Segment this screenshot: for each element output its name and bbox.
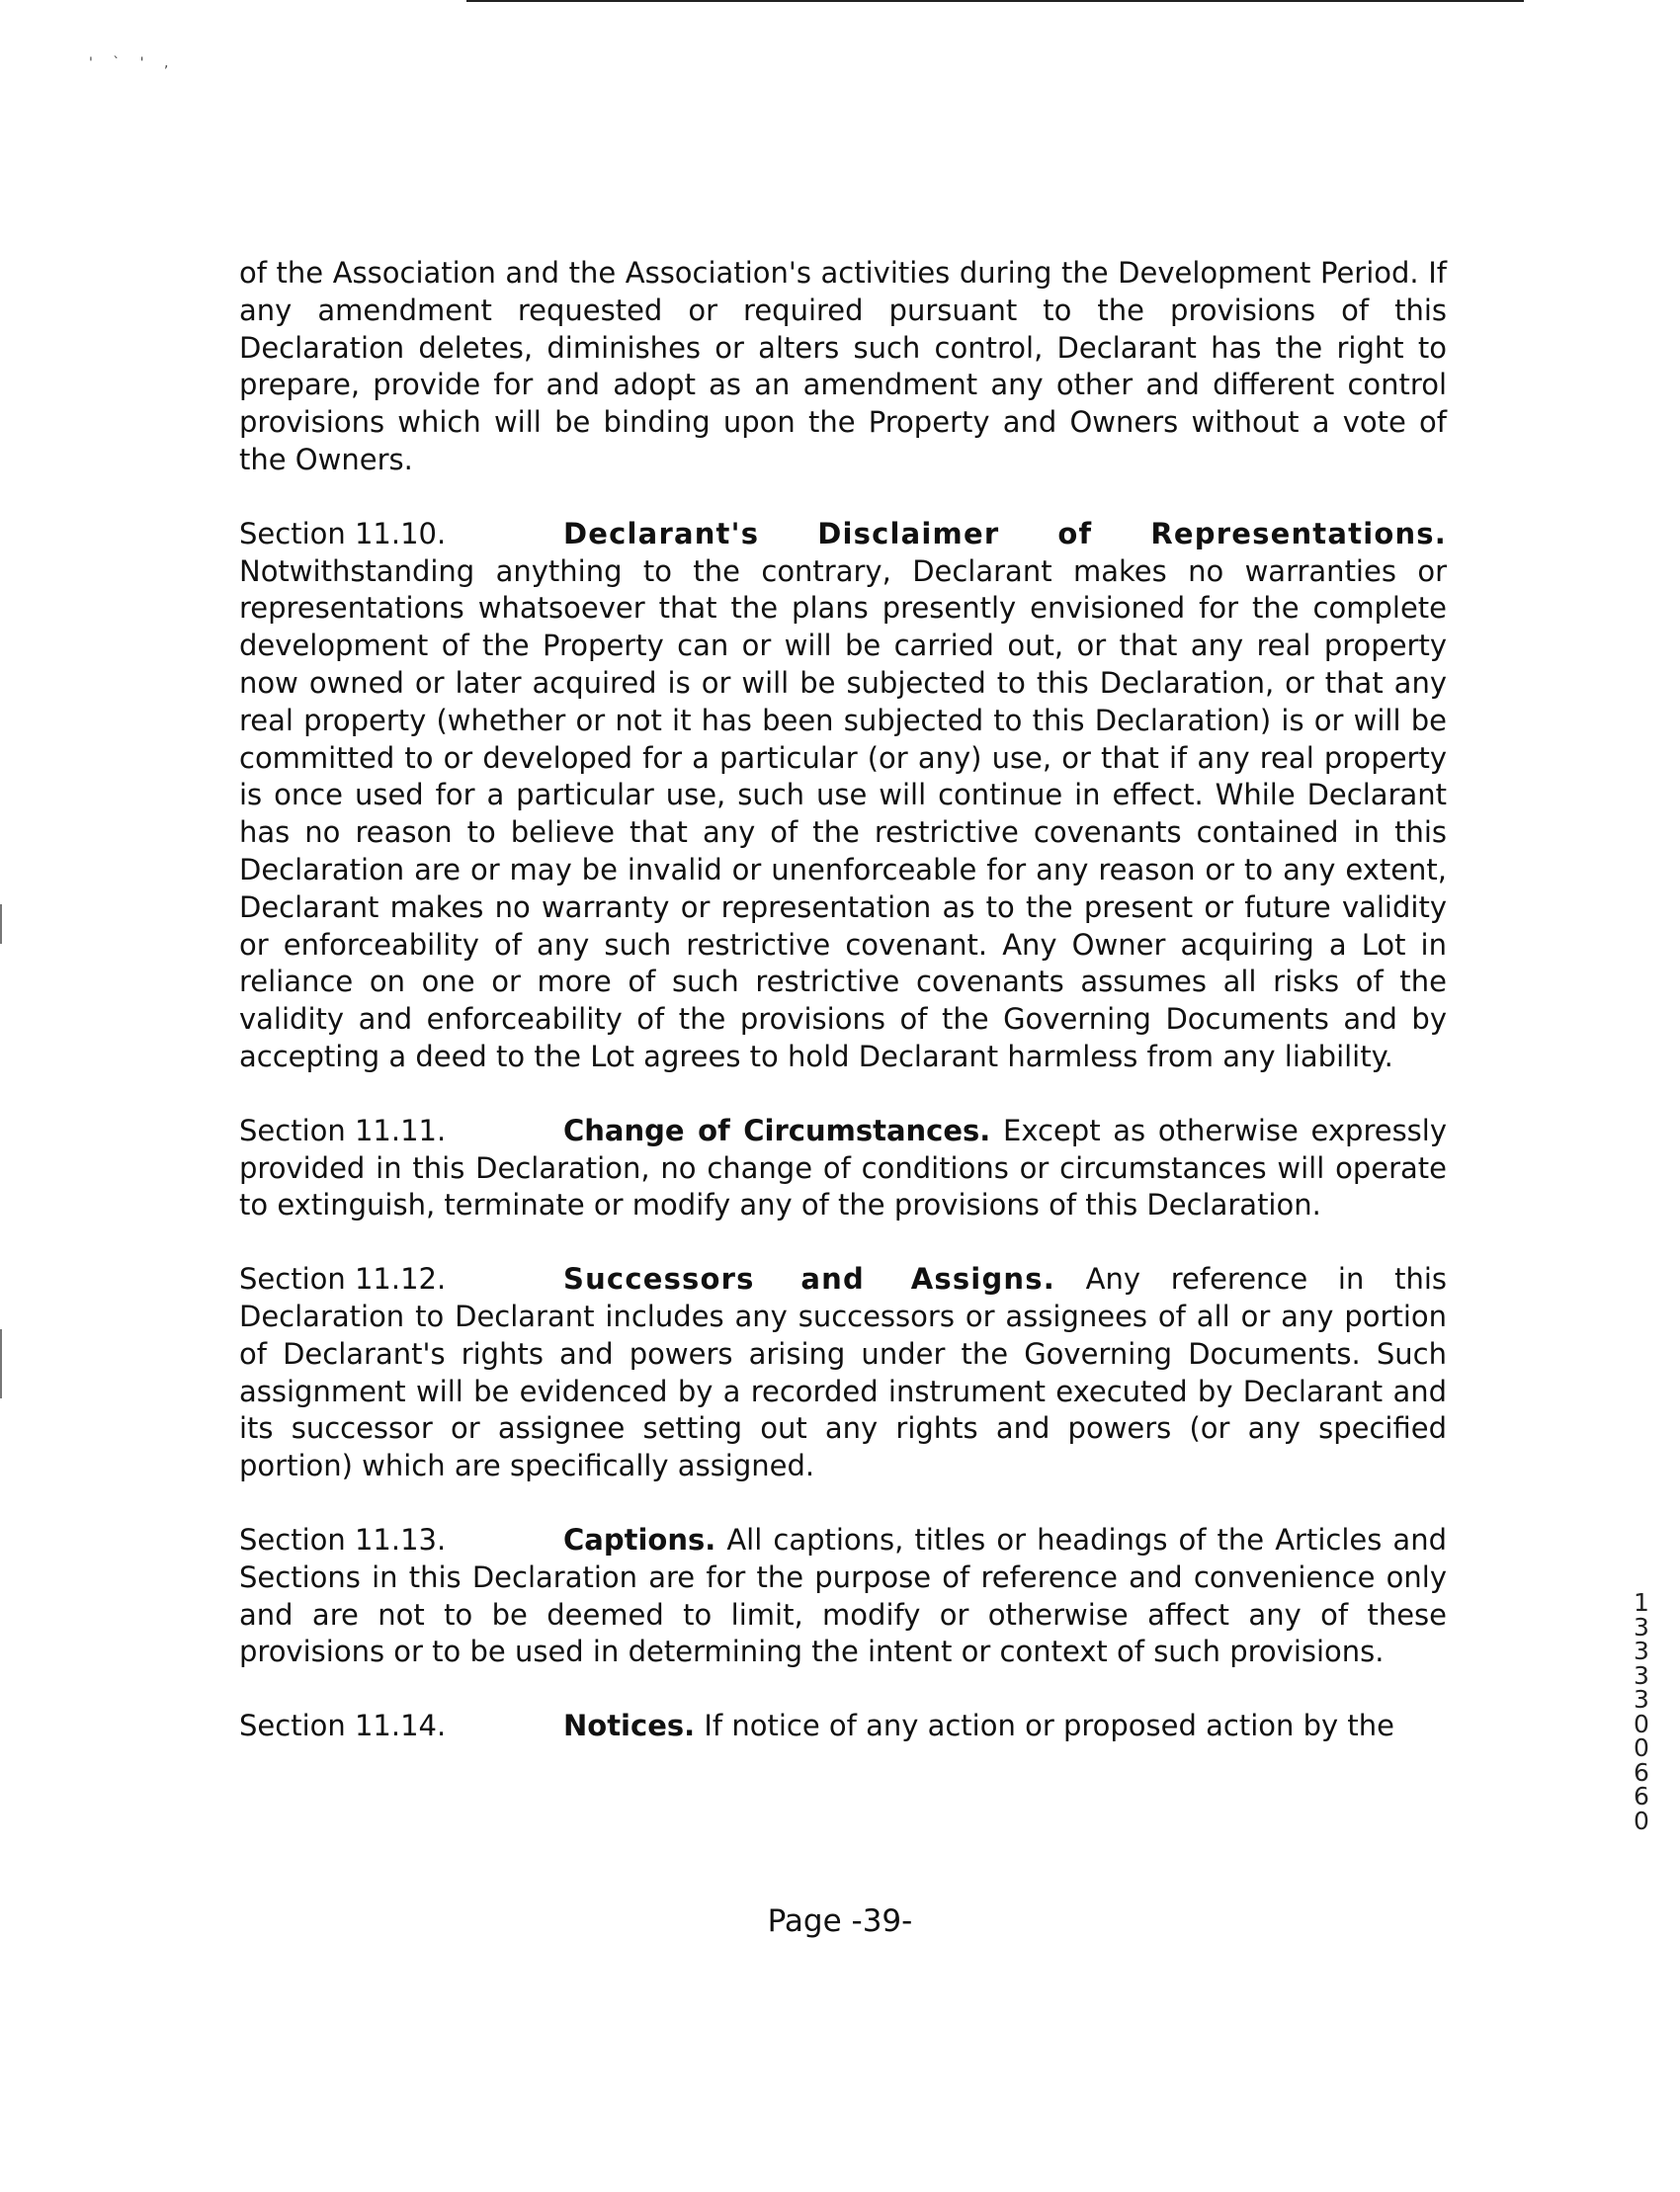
section-heading: Successors and Assigns. xyxy=(563,1262,1055,1297)
section-body: If notice of any action or proposed action by the xyxy=(704,1709,1394,1743)
section-number: Section 11.12. xyxy=(239,1262,447,1297)
section-number: Section 11.10. xyxy=(239,516,447,550)
section-body: Notwithstanding anything to the contrary, Declarant makes no warranties or representations whatsoever that the plans presently envisioned for the complete development of the Property can or will be carried out, or that any real property now owned or later acquired is or will be subjected to this Declaration, or that any real property (whether or not it has been subjected to this Declaration) is or will be committed to or developed for a particular (or any) use, or that if any real property is once used for a particular use, such use will continue in effect. While Declarant has no reason to believe that any of the restrictive covenants contained in this Declaration are or may be invalid or unenforceable for any reason or to any extent, Declarant makes no warranty or representation as to the present or future validity or enforceability of any such restrictive covenant. Any Owner acquiring a Lot in reliance on one or more of such restrictive covenants assumes all risks of the validity and enforceability of the provisions of the Governing Documents and by accepting a deed to the Lot agrees to hold Declarant harmless from any liability. xyxy=(239,553,1447,1073)
document-number-stamp: 13333 00660 xyxy=(1634,1588,1649,1835)
scan-marks: ' ` ' , xyxy=(89,55,177,71)
section-11-14 xyxy=(239,1708,1447,1745)
section-number: Section 11.14. xyxy=(239,1709,447,1743)
section-body: Any reference in this Declaration to Declarant includes any successors or assignees of all or any portion of Declarant's rights and powers arising under the Governing Documents. Such assignment will be evidenced by a recorded instrument executed by Declarant and its successor or assignee setting out any rights and powers (or any specified portion) which are specifically assigned. xyxy=(239,1262,1447,1483)
section-11-10 xyxy=(239,516,1447,1076)
section-heading: Declarant's Disclaimer of Representations. xyxy=(563,516,1447,550)
section-number: Section 11.11. xyxy=(239,1113,447,1147)
section-body: All captions, titles or headings of the Articles and Sections in this Declaration are for the purpose of reference and convenience only and are not to be deemed to limit, modify or otherwise affect any of these provisions or to be used in determining the intent or context of such provisions. xyxy=(239,1522,1447,1669)
section-11-12 xyxy=(239,1261,1447,1485)
section-heading: Captions. xyxy=(563,1522,716,1557)
left-margin-mark xyxy=(0,904,2,944)
section-heading: Notices. xyxy=(563,1709,696,1743)
left-margin-mark xyxy=(0,1329,2,1398)
opening-paragraph: of the Association and the Association's activities during the Development Period. If any amendment requested or required pursuant to the provisions of this Declaration deletes, diminishes or alters such control, Declarant has the right to prepare, provide for and adopt as an amendment any other and different control provisions which will be binding upon the Property and Owners without a vote of the Owners. xyxy=(239,256,1447,476)
section-number: Section 11.13. xyxy=(239,1522,447,1557)
section-11-13 xyxy=(239,1522,1447,1671)
top-scan-border xyxy=(466,0,1524,2)
section-heading: Change of Circumstances. xyxy=(563,1113,991,1147)
section-body: Except as otherwise expressly provided in this Declaration, no change of conditions or circumstances will operate to extinguish, terminate or modify any of the provisions of this Declaration. xyxy=(239,1113,1448,1222)
section-11-11 xyxy=(239,1113,1447,1224)
document-page xyxy=(239,255,1447,1782)
page-number: Page -39- xyxy=(767,1903,913,1939)
